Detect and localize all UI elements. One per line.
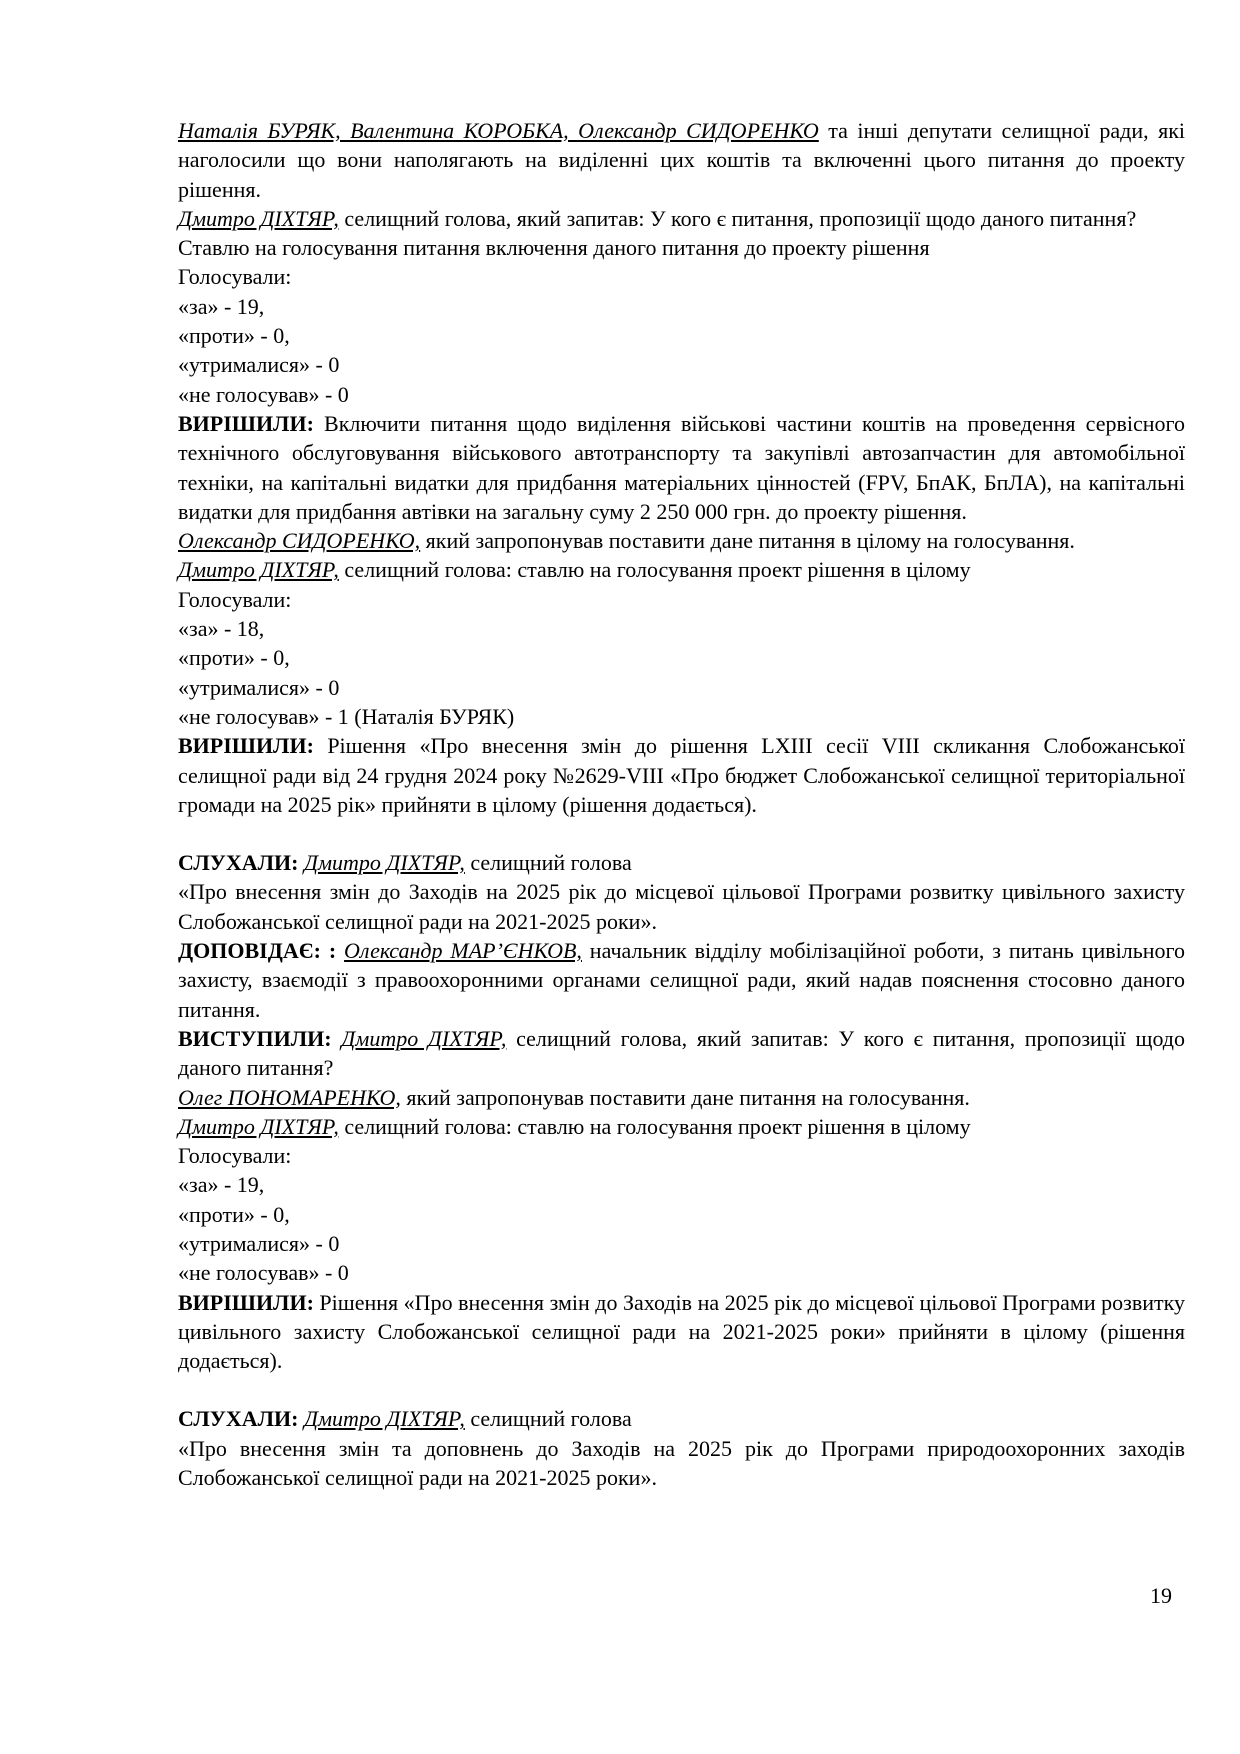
paragraph-text: Голосували:	[178, 586, 292, 612]
paragraph-text: який запропонував поставити дане питання на голосування.	[400, 1084, 970, 1110]
speaker-name: Олег ПОНОМАРЕНКО,	[178, 1084, 401, 1110]
paragraph-text: «утрималися» - 0	[178, 674, 340, 700]
paragraph-text: «утрималися» - 0	[178, 1230, 340, 1256]
paragraph-text: Ставлю на голосування питання включення даного питання до проекту рішення	[178, 235, 930, 261]
document-body	[178, 116, 1185, 1492]
paragraph-text: «не голосував» - 0	[178, 381, 349, 407]
paragraph-text: «не голосував» - 1 (Наталія БУРЯК)	[178, 703, 515, 729]
paragraph	[178, 848, 1185, 877]
paragraph-text: Голосували:	[178, 1143, 292, 1169]
paragraph-text: селищний голова: ставлю на голосування проект рішення в цілому	[338, 557, 971, 583]
paragraph	[178, 1288, 1185, 1376]
paragraph	[178, 555, 1185, 584]
paragraph-text: Рішення «Про внесення змін до Заходів на 2025 рік до місцевої цільової Програми розвитку цивільного захисту Слобожанської селищної ради на 2021-2025 роки» прийняти в цілому (рішення додається).	[178, 1289, 1185, 1374]
speaker-name: Дмитро ДІХТЯР,	[341, 1025, 507, 1051]
paragraph-spacer	[178, 1375, 1185, 1404]
text-line	[178, 262, 1185, 291]
paragraph-text: «утрималися» - 0	[178, 352, 340, 378]
paragraph-text: селищний голова	[464, 1406, 632, 1432]
text-line	[178, 380, 1185, 409]
paragraph-text: начальник відділу мобілізаційної роботи, з питань цивільного захисту, взаємодії з правоохоронними органами селищної ради, який надав пояснення стосовно даного питання.	[178, 938, 1185, 1022]
paragraph	[178, 526, 1185, 555]
paragraph	[178, 1024, 1185, 1083]
text-line	[178, 1141, 1185, 1170]
speaker-name: Дмитро ДІХТЯР,	[178, 1113, 339, 1139]
text-line	[178, 585, 1185, 614]
paragraph-text: селищний голова, який запитав: У кого є питання, пропозиції щодо даного питання?	[338, 205, 1137, 231]
paragraph-text: «проти» - 0,	[178, 645, 290, 671]
paragraph	[178, 936, 1185, 1024]
paragraph	[178, 1112, 1185, 1141]
section-label: ДОПОВІДАЄ: :	[178, 938, 337, 964]
section-label: ВИРІШИЛИ:	[178, 733, 314, 759]
text-line	[178, 643, 1185, 672]
speaker-name: Дмитро ДІХТЯР,	[303, 1406, 465, 1432]
section-label: СЛУХАЛИ:	[178, 1406, 299, 1432]
speaker-name: Дмитро ДІХТЯР,	[303, 850, 465, 876]
speaker-name: Олександр МАР’ЄНКОВ,	[344, 938, 582, 964]
text-line	[178, 673, 1185, 702]
paragraph-text: селищний голова	[464, 850, 632, 876]
paragraph-text: селищний голова, який запитав: У кого є питання, пропозиції щодо даного питання?	[178, 1025, 1185, 1081]
speaker-name: Олександр СИДОРЕНКО,	[178, 528, 421, 554]
text-line	[178, 702, 1185, 731]
page-number: 19	[1150, 1583, 1172, 1608]
paragraph-text: Рішення «Про внесення змін до рішення LXIII сесії VIII скликання Слобожанської селищної ради від 24 грудня 2024 року №2629-VIII «Про бюджет Слобожанської селищної територіальної громади на 2025 рік» прийняти в цілому (рішення додається).	[178, 733, 1185, 817]
paragraph-text: «Про внесення змін до Заходів на 2025 рік до місцевої цільової Програми розвитку цивільного захисту Слобожанської селищної ради на 2021-2025 роки».	[178, 879, 1185, 934]
paragraph-spacer	[178, 819, 1185, 848]
paragraph-text: та інші депутати селищної ради, які наголосили що вони наполягають на виділенні цих коштів та включенні цього питання до проекту рішення.	[178, 118, 1185, 202]
section-label: ВИРІШИЛИ:	[178, 410, 314, 436]
paragraph-text: Включити питання щодо виділення військові частини коштів на проведення сервісного технічного обслуговування військового автотранспорту та закупівлі автозапчастин для автомобільної техніки, на капітальні видатки для придбання матеріальних цінностей (FPV, БпАК, БпЛА), на капітальні видатки для придбання автівки на загальну суму 2 250 000 грн. до проекту рішення.	[178, 410, 1185, 524]
paragraph-text: «не голосував» - 0	[178, 1260, 349, 1286]
paragraph	[178, 1404, 1185, 1433]
text-line	[178, 1200, 1185, 1229]
text-line	[178, 1258, 1185, 1287]
text-line	[178, 1170, 1185, 1199]
paragraph-text: «Про внесення змін та доповнень до Заходів на 2025 рік до Програми природоохоронних заходів Слобожанської селищної ради на 2021-2025 роки».	[178, 1435, 1185, 1491]
text-line	[178, 233, 1185, 262]
paragraph-text: який запропонував поставити дане питання в цілому на голосування.	[420, 528, 1075, 554]
section-label: СЛУХАЛИ:	[178, 850, 299, 876]
paragraph	[178, 409, 1185, 526]
paragraph-text: селищний голова: ставлю на голосування проект рішення в цілому	[338, 1113, 971, 1139]
text-line	[178, 1229, 1185, 1258]
paragraph-text: «за» - 19,	[178, 293, 265, 319]
paragraph	[178, 731, 1185, 819]
paragraph	[178, 1083, 1185, 1112]
speaker-name: Дмитро ДІХТЯР,	[178, 557, 339, 583]
paragraph	[178, 877, 1185, 936]
paragraph-text: «за» - 18,	[178, 616, 265, 642]
paragraph-text: «проти» - 0,	[178, 1201, 290, 1227]
section-label: ВИРІШИЛИ:	[178, 1289, 314, 1315]
text-line	[178, 292, 1185, 321]
paragraph-text: «проти» - 0,	[178, 323, 290, 349]
section-label: ВИСТУПИЛИ:	[178, 1025, 332, 1051]
paragraph	[178, 116, 1185, 204]
paragraph-text: Голосували:	[178, 264, 292, 290]
speaker-name: Дмитро ДІХТЯР,	[178, 205, 339, 231]
speaker-name: Наталія БУРЯК, Валентина КОРОБКА, Олександр СИДОРЕНКО	[178, 118, 819, 143]
paragraph-text: «за» - 19,	[178, 1172, 265, 1198]
text-line	[178, 614, 1185, 643]
text-line	[178, 350, 1185, 379]
paragraph	[178, 1434, 1185, 1493]
paragraph	[178, 204, 1185, 233]
text-line	[178, 321, 1185, 350]
